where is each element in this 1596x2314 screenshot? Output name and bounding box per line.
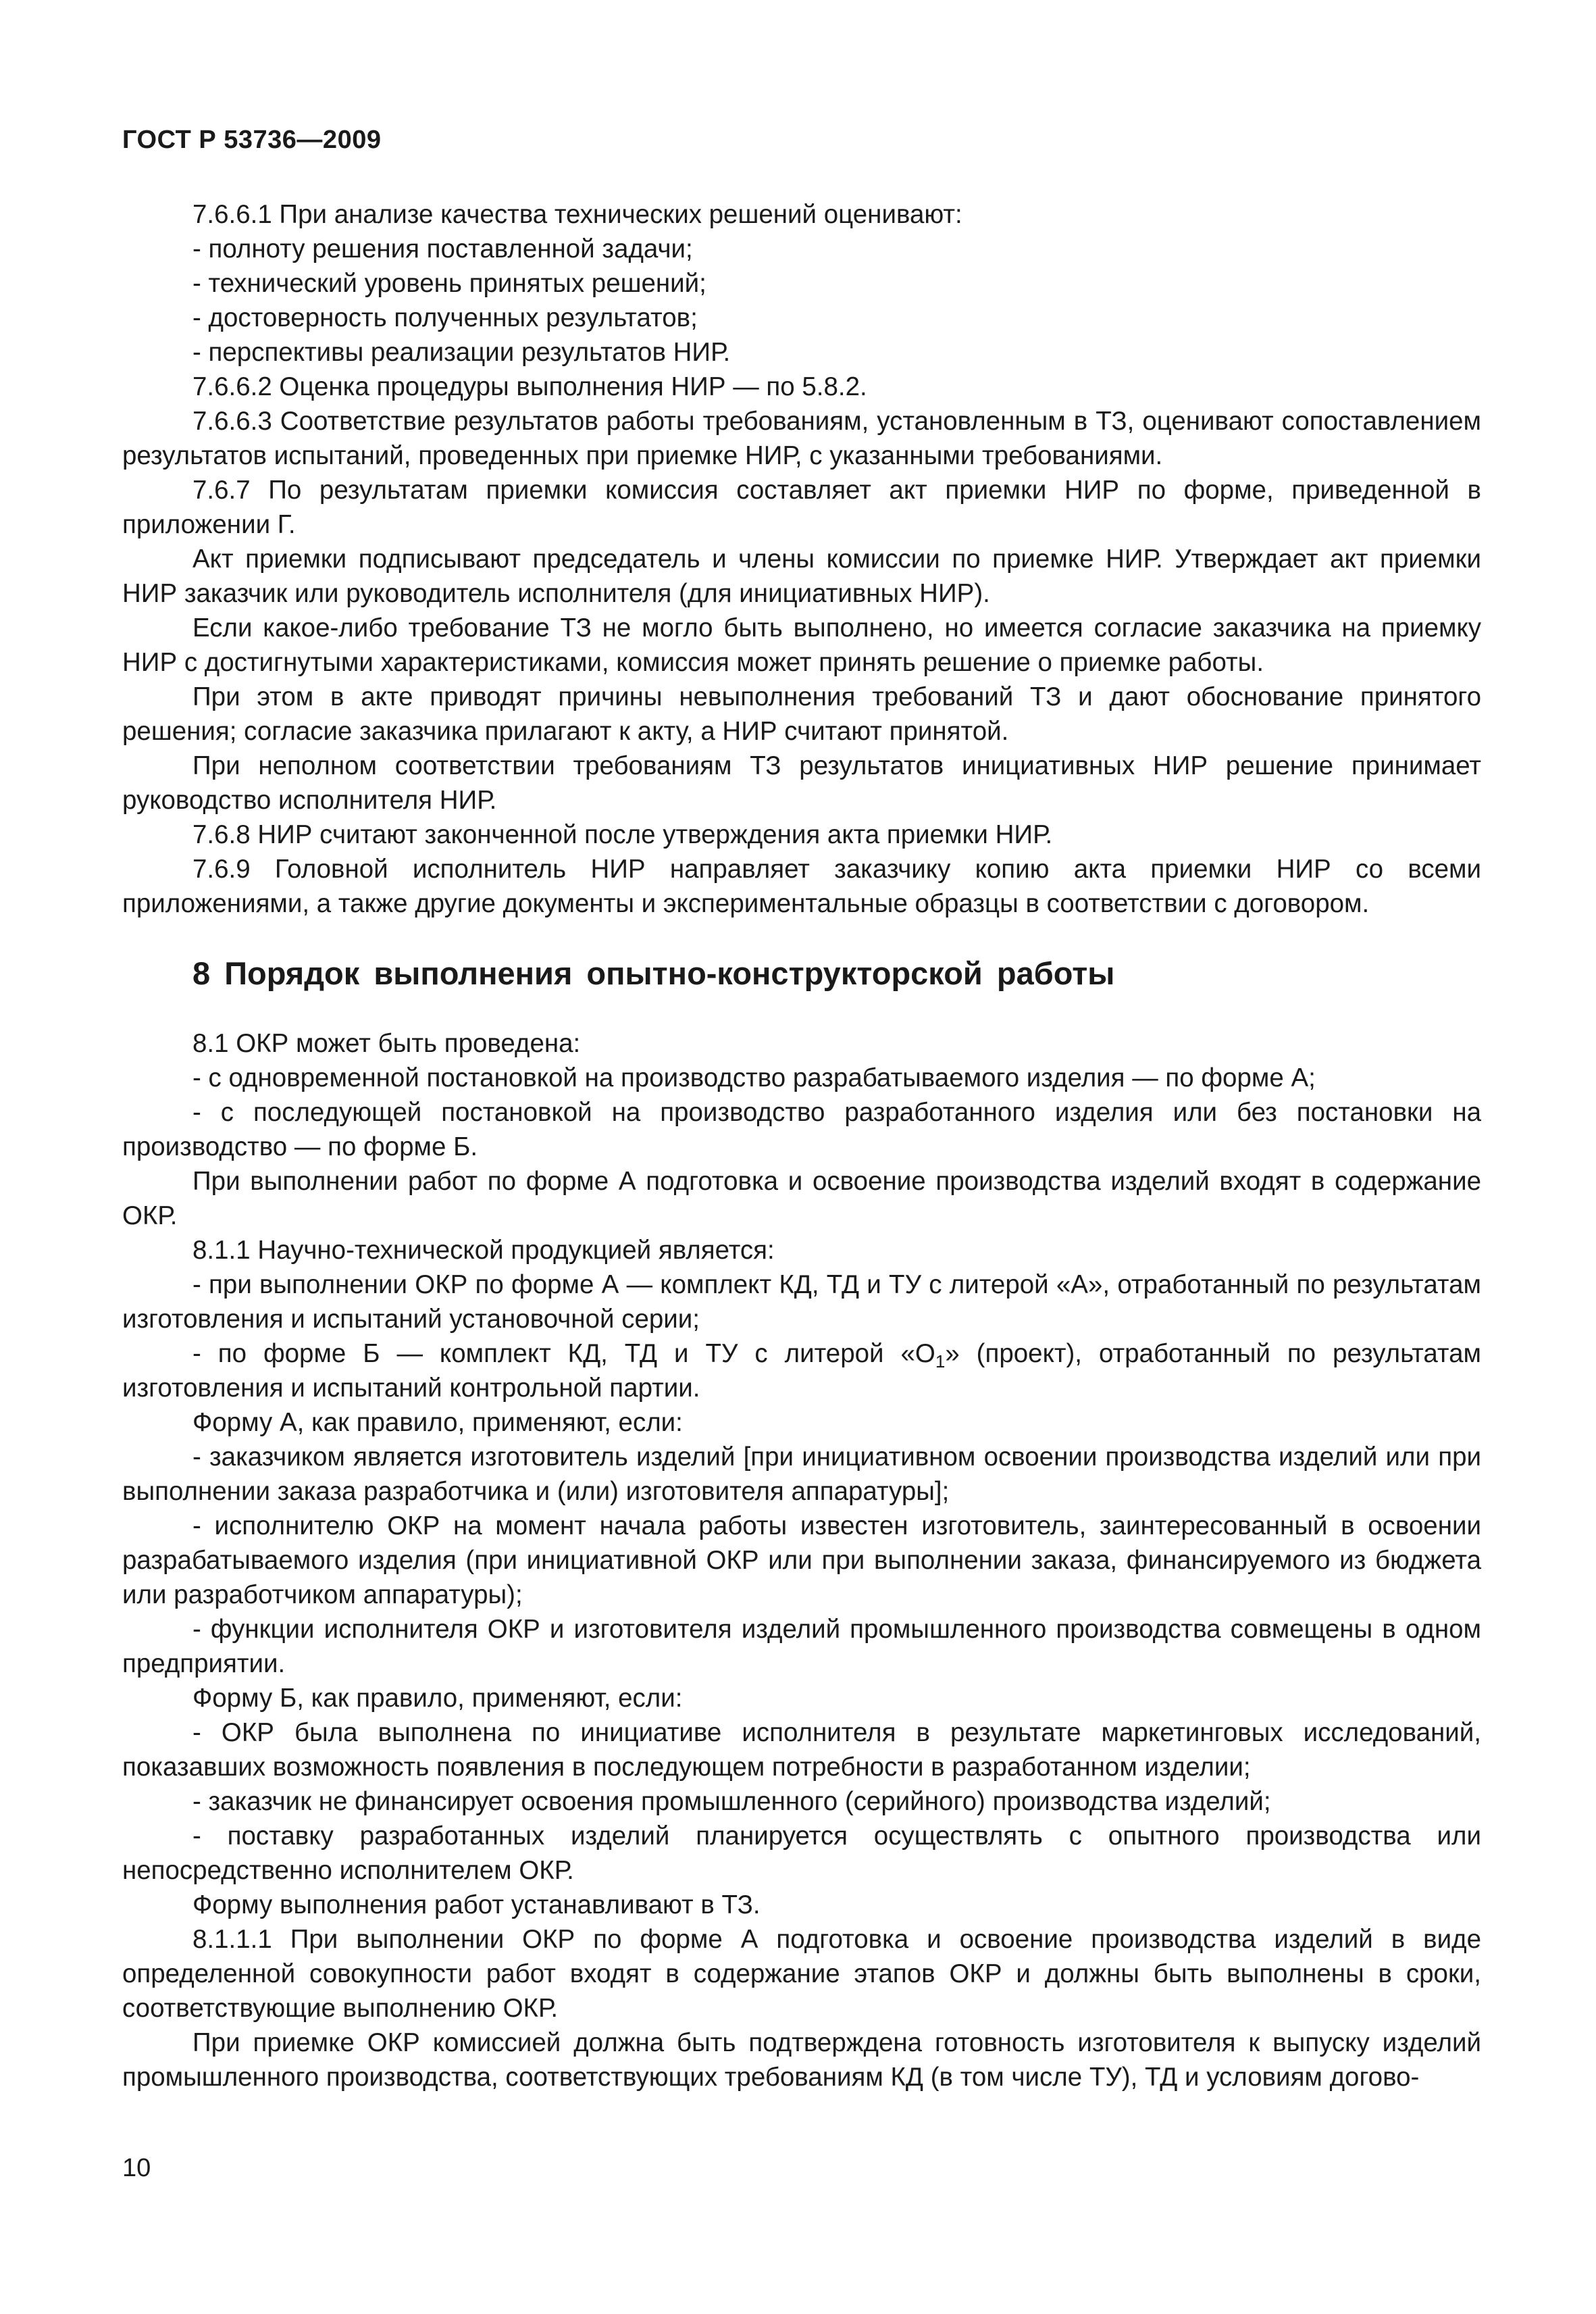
paragraph: При выполнении работ по форме А подготовка и освоение производства изделий входят в содержание ОКР.: [122, 1167, 1481, 1230]
subscript: 1: [935, 1351, 946, 1372]
list-item: - достоверность полученных результатов;: [192, 303, 698, 332]
paragraph: При неполном соответствии требованиям ТЗ результатов инициативных НИР решение принимает руководство исполнителя НИР.: [122, 751, 1481, 815]
paragraph: 8.1.1.1 При выполнении ОКР по форме А подготовка и освоение производства изделий в виде определенной совокупности работ входят в содержание этапов ОКР и должны быть выполнены в сроки, соответствующие выполнению ОКР.: [122, 1925, 1481, 2023]
section-heading: 8 Порядок выполнения опытно-конструкторской работы: [192, 955, 1115, 991]
list-item: [122, 1336, 1481, 1405]
spacer: [122, 994, 1481, 1026]
list-item: - с последующей постановкой на производство разработанного изделия или без постановки на производство — по форме Б.: [122, 1098, 1481, 1161]
paragraph: При этом в акте приводят причины невыполнения требований ТЗ и дают обоснование принятого решения; согласие заказчика прилагают к акту, а НИР считают принятой.: [122, 682, 1481, 746]
list-item: - полноту решения поставленной задачи;: [192, 234, 693, 263]
paragraph: 8.1 ОКР может быть проведена:: [192, 1029, 581, 1058]
paragraph: 7.6.6.3 Соответствие результатов работы требованиям, установленным в ТЗ, оценивают сопоставлением результатов испытаний, проведенных при приемке НИР, с указанными требованиями.: [122, 407, 1481, 470]
paragraph: 7.6.7 По результатам приемки комиссия составляет акт приемки НИР по форме, приведенной в приложении Г.: [122, 476, 1481, 539]
list-item: - поставку разработанных изделий планируется осуществлять с опытного производства или непосредственно исполнителем ОКР.: [122, 1821, 1481, 1885]
paragraph: 8.1.1 Научно-технической продукцией является:: [192, 1236, 775, 1265]
list-item: - ОКР была выполнена по инициативе исполнителя в результате маркетинговых исследований, показавших возможность появления в последующем потребности в разработанном изделии;: [122, 1718, 1481, 1782]
spacer: [122, 921, 1481, 953]
paragraph: 7.6.8 НИР считают законченной после утверждения акта приемки НИР.: [192, 820, 1053, 849]
paragraph: Форму Б, как правило, применяют, если:: [192, 1684, 683, 1713]
list-item: - перспективы реализации результатов НИР.: [192, 338, 731, 367]
text-fragment: » (проект), отработанный по результатам изготовления и испытаний контрольной партии.: [122, 1339, 1482, 1403]
paragraph: Форму А, как правило, применяют, если:: [192, 1408, 683, 1437]
document-header: ГОСТ Р 53736—2009: [122, 126, 382, 154]
list-item: - функции исполнителя ОКР и изготовителя изделий промышленного производства совмещены в одном предприятии.: [122, 1615, 1481, 1678]
paragraph: Форму выполнения работ устанавливают в ТЗ.: [192, 1890, 761, 1919]
list-item: - технический уровень принятых решений;: [192, 269, 706, 298]
list-item: - исполнителю ОКР на момент начала работы известен изготовитель, заинтересованный в освоении разрабатываемого изделия (при инициативной ОКР или при выполнении заказа, финансируемого из бюджета или разработчиком аппаратуры);: [122, 1511, 1481, 1609]
text-fragment: - по форме Б — комплект КД, ТД и ТУ с литерой «О: [192, 1339, 935, 1368]
list-item: - с одновременной постановкой на производство разрабатываемого изделия — по форме А;: [192, 1063, 1316, 1092]
list-item: - заказчиком является изготовитель изделий [при инициативном освоении производства изделий или при выполнении заказа разработчика и (или) изготовителя аппаратуры];: [122, 1442, 1481, 1506]
paragraph: При приемке ОКР комиссией должна быть подтверждена готовность изготовителя к выпуску изделий промышленного производства, соответствующих требованиям КД (в том числе ТУ), ТД и условиям догово-: [122, 2028, 1481, 2092]
paragraph: Акт приемки подписывают председатель и члены комиссии по приемке НИР. Утверждает акт приемки НИР заказчик или руководитель исполнителя (для инициативных НИР).: [122, 545, 1481, 608]
paragraph: 7.6.6.1 При анализе качества технических решений оценивают:: [192, 200, 962, 229]
document-body: [122, 197, 1481, 2094]
paragraph: 7.6.6.2 Оценка процедуры выполнения НИР — по 5.8.2.: [192, 372, 867, 401]
paragraph: 7.6.9 Головной исполнитель НИР направляет заказчику копию акта приемки НИР со всеми приложениями, а также другие документы и экспериментальные образцы в соответствии с договором.: [122, 855, 1481, 918]
page-number: 10: [122, 2154, 151, 2182]
paragraph: Если какое-либо требование ТЗ не могло быть выполнено, но имеется согласие заказчика на приемку НИР с достигнутыми характеристиками, комиссия может принять решение о приемке работы.: [122, 613, 1481, 677]
list-item: - при выполнении ОКР по форме А — комплект КД, ТД и ТУ с литерой «А», отработанный по результатам изготовления и испытаний установочной серии;: [122, 1270, 1481, 1334]
list-item: - заказчик не финансирует освоения промышленного (серийного) производства изделий;: [192, 1787, 1271, 1816]
